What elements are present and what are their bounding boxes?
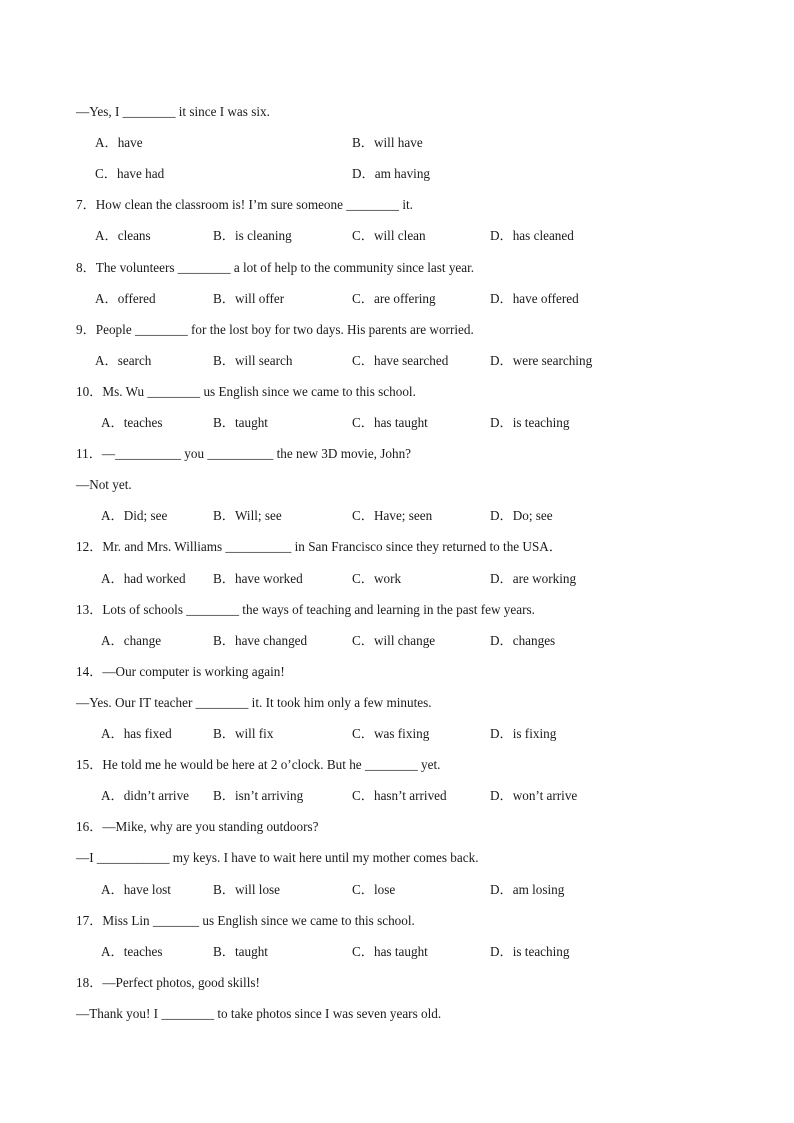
answer-option: A．cleans: [95, 228, 151, 243]
answer-option: D．is teaching: [490, 415, 570, 430]
answer-option: C．has taught: [352, 415, 428, 430]
answer-option: C．has taught: [352, 944, 428, 959]
question-line: 18．—Perfect photos, good skills!: [76, 975, 260, 990]
answer-option: B．will fix: [213, 726, 274, 741]
question-line: —Not yet.: [76, 477, 132, 492]
answer-option: B．taught: [213, 944, 268, 959]
answer-option: A．teaches: [101, 415, 163, 430]
answer-option: A．change: [101, 633, 162, 648]
answer-option: B．isn’t arriving: [213, 788, 304, 803]
question-line: 16．—Mike, why are you standing outdoors?: [76, 819, 319, 834]
answer-option: A．have: [95, 135, 143, 150]
answer-option: B．will have: [352, 135, 423, 150]
question-line: 17．Miss Lin _______ us English since we came to this school.: [76, 913, 415, 928]
question-line: —Yes. Our IT teacher ________ it. It took him only a few minutes.: [76, 695, 432, 710]
answer-option: B．have worked: [213, 571, 303, 586]
answer-option: A．search: [95, 353, 152, 368]
answer-option: B．Will; see: [213, 508, 282, 523]
answer-option: D．have offered: [490, 291, 579, 306]
answer-option: C．are offering: [352, 291, 436, 306]
answer-option: D．am having: [352, 166, 431, 181]
answer-option: C．have had: [95, 166, 165, 181]
answer-option: D．is teaching: [490, 944, 570, 959]
question-line: 15．He told me he would be here at 2 o’clock. But he ________ yet.: [76, 757, 441, 772]
answer-option: B．have changed: [213, 633, 308, 648]
answer-option: A．teaches: [101, 944, 163, 959]
question-line: 9．People ________ for the lost boy for two days. His parents are worried.: [76, 322, 474, 337]
answer-option: A．didn’t arrive: [101, 788, 190, 803]
answer-option: B．will search: [213, 353, 293, 368]
question-line: 11．—__________ you __________ the new 3D movie, John?: [76, 446, 412, 461]
answer-option: D．Do; see: [490, 508, 553, 523]
question-line: —Thank you! I ________ to take photos since I was seven years old.: [76, 1006, 442, 1021]
answer-option: B．taught: [213, 415, 268, 430]
answer-option: D．are working: [490, 571, 577, 586]
answer-option: C．lose: [352, 882, 396, 897]
question-line: —I ___________ my keys. I have to wait here until my mother comes back.: [76, 850, 479, 865]
question-line: 12．Mr. and Mrs. Williams __________ in San Francisco since they returned to the USA．: [76, 539, 563, 554]
question-line: 8．The volunteers ________ a lot of help to the community since last year.: [76, 260, 475, 275]
answer-option: A．offered: [95, 291, 156, 306]
question-line: —Yes, I ________ it since I was six.: [76, 104, 270, 119]
answer-option: A．have lost: [101, 882, 171, 897]
answer-option: D．were searching: [490, 353, 593, 368]
answer-option: C．hasn’t arrived: [352, 788, 447, 803]
answer-option: B．will lose: [213, 882, 281, 897]
question-line: 14．—Our computer is working again!: [76, 664, 285, 679]
answer-option: C．have searched: [352, 353, 449, 368]
answer-option: D．is fixing: [490, 726, 557, 741]
answer-option: A．had worked: [101, 571, 186, 586]
question-line: 10．Ms. Wu ________ us English since we came to this school.: [76, 384, 416, 399]
answer-option: D．changes: [490, 633, 556, 648]
answer-option: B．is cleaning: [213, 228, 292, 243]
answer-option: C．Have; seen: [352, 508, 433, 523]
question-line: 13．Lots of schools ________ the ways of teaching and learning in the past few years.: [76, 602, 535, 617]
answer-option: A．Did; see: [101, 508, 168, 523]
answer-option: C．work: [352, 571, 402, 586]
answer-option: B．will offer: [213, 291, 285, 306]
answer-option: C．will clean: [352, 228, 426, 243]
answer-option: D．has cleaned: [490, 228, 574, 243]
answer-option: C．was fixing: [352, 726, 430, 741]
answer-option: D．am losing: [490, 882, 565, 897]
answer-option: A．has fixed: [101, 726, 172, 741]
answer-option: D．won’t arrive: [490, 788, 578, 803]
question-line: 7．How clean the classroom is! I’m sure someone ________ it.: [76, 197, 413, 212]
answer-option: C．will change: [352, 633, 436, 648]
